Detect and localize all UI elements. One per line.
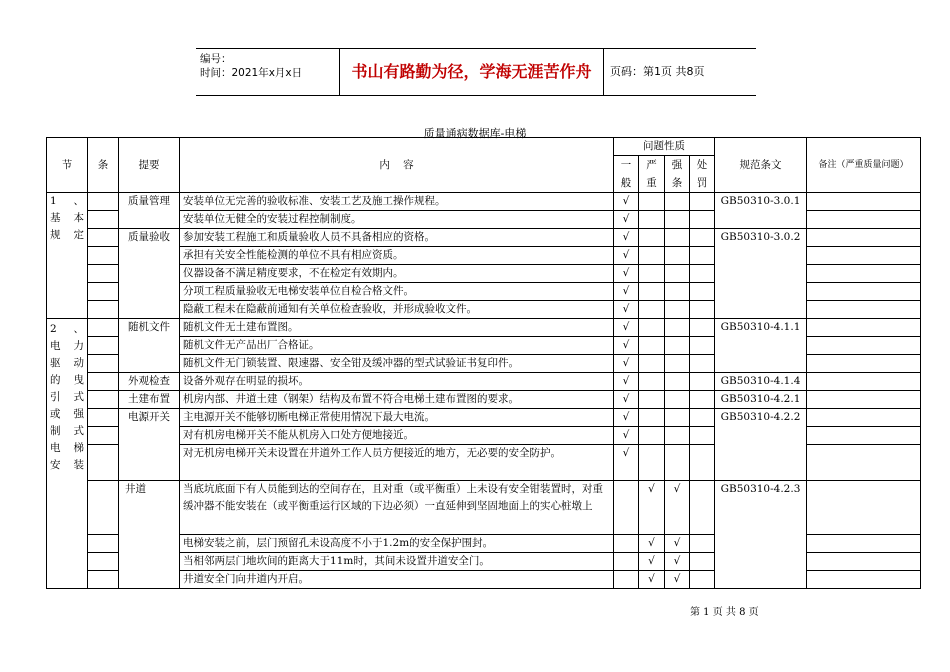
remark-cell: [807, 319, 921, 337]
penalty-cell: [690, 337, 715, 355]
clause-cell: [88, 265, 119, 283]
remark-cell: [807, 409, 921, 427]
header-code: 规范条文: [715, 138, 807, 193]
check-serious: √: [639, 481, 665, 535]
table-row: [47, 229, 921, 247]
subtopic-appearance: 外观检查: [119, 373, 180, 391]
table-row: [47, 481, 921, 535]
check-general: √: [614, 211, 639, 229]
mandatory-cell: [665, 283, 690, 301]
code-label: 编号：: [200, 53, 232, 65]
penalty-cell: [690, 481, 715, 535]
subtopic-power: 电源开关: [119, 409, 180, 481]
check-mandatory: √: [665, 571, 690, 589]
content-cell: 设备外观存在明显的损坏。: [180, 373, 614, 391]
penalty-cell: [690, 409, 715, 427]
penalty-cell: [690, 247, 715, 265]
clause-cell: [88, 283, 119, 301]
section-1-label: 1 、 基 本 规 定: [47, 193, 88, 319]
serious-cell: [639, 193, 665, 211]
general-cell: [614, 481, 639, 535]
penalty-cell: [690, 391, 715, 409]
remark-cell: [807, 373, 921, 391]
table-header-row: [47, 138, 921, 156]
content-cell: 随机文件无门锁装置、限速器、安全钳及缓冲器的型式试验证书复印件。: [180, 355, 614, 373]
code-423: GB50310-4.2.3: [715, 481, 807, 589]
content-cell: 分项工程质量验收无电梯安装单位自检合格文件。: [180, 283, 614, 301]
serious-cell: [639, 319, 665, 337]
remark-cell: [807, 391, 921, 409]
header-general: 一般: [614, 156, 639, 193]
mandatory-cell: [665, 355, 690, 373]
check-general: √: [614, 337, 639, 355]
check-general: √: [614, 283, 639, 301]
serious-cell: [639, 211, 665, 229]
penalty-cell: [690, 283, 715, 301]
clause-cell: [88, 211, 119, 229]
clause-cell: [88, 355, 119, 373]
check-serious: √: [639, 535, 665, 553]
mandatory-cell: [665, 337, 690, 355]
clause-cell: [88, 301, 119, 319]
mandatory-cell: [665, 211, 690, 229]
quality-table: [46, 137, 921, 589]
content-cell: 安装单位无完善的验收标准、安装工艺及施工操作规程。: [180, 193, 614, 211]
table-row: [47, 391, 921, 409]
header-penalty: 处罚: [690, 156, 715, 193]
page-footer: 第 1 页 共 8 页: [690, 607, 759, 618]
serious-cell: [639, 445, 665, 481]
clause-cell: [88, 445, 119, 481]
content-cell: 井道安全门向井道内开启。: [180, 571, 614, 589]
clause-cell: [88, 373, 119, 391]
penalty-cell: [690, 265, 715, 283]
remark-cell: [807, 553, 921, 571]
check-general: √: [614, 373, 639, 391]
penalty-cell: [690, 355, 715, 373]
clause-cell: [88, 319, 119, 337]
mandatory-cell: [665, 427, 690, 445]
serious-cell: [639, 301, 665, 319]
serious-cell: [639, 391, 665, 409]
check-general: √: [614, 265, 639, 283]
check-general: √: [614, 301, 639, 319]
content-cell: 对有机房电梯开关不能从机房入口处方便地接近。: [180, 427, 614, 445]
header-meta: [196, 49, 340, 95]
mandatory-cell: [665, 319, 690, 337]
serious-cell: [639, 247, 665, 265]
check-general: √: [614, 409, 639, 427]
mandatory-cell: [665, 301, 690, 319]
header-motto: 书山有路勤为径，学海无涯苦作舟: [340, 49, 604, 95]
penalty-cell: [690, 229, 715, 247]
check-mandatory: √: [665, 535, 690, 553]
content-cell: 参加安装工程施工和质量验收人员不具备相应的资格。: [180, 229, 614, 247]
check-general: √: [614, 427, 639, 445]
serious-cell: [639, 427, 665, 445]
time-label: 时间：2021年x月x日: [200, 67, 303, 79]
remark-cell: [807, 535, 921, 553]
penalty-cell: [690, 319, 715, 337]
content-cell: 安装单位无健全的安装过程控制制度。: [180, 211, 614, 229]
remark-cell: [807, 481, 921, 535]
subtopic-civil: 土建布置: [119, 391, 180, 409]
serious-cell: [639, 355, 665, 373]
clause-cell: [88, 247, 119, 265]
check-general: √: [614, 229, 639, 247]
table-row: [47, 373, 921, 391]
clause-cell: [88, 193, 119, 211]
subtopic-shaft: 井道: [119, 481, 180, 589]
remark-cell: [807, 265, 921, 283]
penalty-cell: [690, 427, 715, 445]
content-cell: 随机文件无土建布置图。: [180, 319, 614, 337]
check-mandatory: √: [665, 481, 690, 535]
check-general: √: [614, 319, 639, 337]
penalty-cell: [690, 373, 715, 391]
content-cell: 机房内部、井道土建（钢架）结构及布置不符合电梯土建布置图的要求。: [180, 391, 614, 409]
content-cell: 随机文件无产品出厂合格证。: [180, 337, 614, 355]
check-general: √: [614, 445, 639, 481]
general-cell: [614, 553, 639, 571]
header-mandatory: 强条: [665, 156, 690, 193]
clause-cell: [88, 553, 119, 571]
content-cell: 承担有关安全性能检测的单位不具有相应资质。: [180, 247, 614, 265]
check-mandatory: √: [665, 553, 690, 571]
clause-cell: [88, 535, 119, 553]
mandatory-cell: [665, 229, 690, 247]
serious-cell: [639, 283, 665, 301]
check-serious: √: [639, 553, 665, 571]
header-clause: 条: [88, 138, 119, 193]
clause-cell: [88, 337, 119, 355]
penalty-cell: [690, 301, 715, 319]
clause-cell: [88, 409, 119, 427]
general-cell: [614, 535, 639, 553]
clause-cell: [88, 481, 119, 535]
remark-cell: [807, 283, 921, 301]
section-2-label: 2 、 电 力 驱 动 的 曳 引 式 或 强 制 式 电 梯 安装: [47, 319, 88, 589]
penalty-cell: [690, 553, 715, 571]
header-remark: 备注（严重质量问题）: [807, 138, 921, 193]
code-302: GB50310-3.0.2: [715, 229, 807, 319]
serious-cell: [639, 265, 665, 283]
penalty-cell: [690, 445, 715, 481]
mandatory-cell: [665, 391, 690, 409]
remark-cell: [807, 229, 921, 247]
header-serious: 严重: [639, 156, 665, 193]
clause-cell: [88, 571, 119, 589]
mandatory-cell: [665, 265, 690, 283]
mandatory-cell: [665, 445, 690, 481]
penalty-cell: [690, 211, 715, 229]
remark-cell: [807, 211, 921, 229]
mandatory-cell: [665, 373, 690, 391]
document-header: [196, 48, 756, 96]
serious-cell: [639, 373, 665, 391]
mandatory-cell: [665, 193, 690, 211]
content-cell: 隐蔽工程未在隐蔽前通知有关单位检查验收，并形成验收文件。: [180, 301, 614, 319]
table-row: [47, 319, 921, 337]
page-title: 质量通病数据库-电梯: [423, 127, 527, 140]
header-page-label: 页码：第1页 共8页: [610, 65, 705, 78]
subtopic-random-docs: 随机文件: [119, 319, 180, 373]
penalty-cell: [690, 571, 715, 589]
subtopic-quality-mgmt: 质量管理: [119, 193, 180, 229]
header-content: 内 容: [180, 138, 614, 193]
subtopic-quality-acc: 质量验收: [119, 229, 180, 319]
penalty-cell: [690, 535, 715, 553]
code-414: GB50310-4.1.4: [715, 373, 807, 391]
penalty-cell: [690, 193, 715, 211]
check-general: √: [614, 391, 639, 409]
general-cell: [614, 571, 639, 589]
check-general: √: [614, 355, 639, 373]
mandatory-cell: [665, 247, 690, 265]
remark-cell: [807, 427, 921, 445]
serious-cell: [639, 409, 665, 427]
table-row: [47, 409, 921, 427]
table-row: [47, 193, 921, 211]
content-cell: 当相邻两层门地坎间的距离大于11m时，其间未设置井道安全门。: [180, 553, 614, 571]
serious-cell: [639, 229, 665, 247]
remark-cell: [807, 301, 921, 319]
check-serious: √: [639, 571, 665, 589]
check-general: √: [614, 193, 639, 211]
content-cell: 电梯安装之前，层门预留孔未设高度不小于1.2m的安全保护围封。: [180, 535, 614, 553]
check-general: √: [614, 247, 639, 265]
remark-cell: [807, 337, 921, 355]
clause-cell: [88, 391, 119, 409]
mandatory-cell: [665, 409, 690, 427]
remark-cell: [807, 355, 921, 373]
remark-cell: [807, 247, 921, 265]
content-cell: 主电源开关不能够切断电梯正常使用情况下最大电流。: [180, 409, 614, 427]
header-section: 节: [47, 138, 88, 193]
clause-cell: [88, 427, 119, 445]
code-422: GB50310-4.2.2: [715, 409, 807, 481]
clause-cell: [88, 229, 119, 247]
serious-cell: [639, 337, 665, 355]
header-summary: 提要: [119, 138, 180, 193]
content-cell: 当底坑底面下有人员能到达的空间存在，且对重（或平衡重）上未设有安全钳装置时，对重缓冲器不能安装在（或平衡重运行区域的下边必须）一直延伸到坚固地面上的实心桩墩上: [180, 481, 614, 535]
code-301: GB50310-3.0.1: [715, 193, 807, 229]
code-411: GB50310-4.1.1: [715, 319, 807, 373]
remark-cell: [807, 571, 921, 589]
content-cell: 仪器设备不满足精度要求，不在检定有效期内。: [180, 265, 614, 283]
remark-cell: [807, 445, 921, 481]
content-cell: 对无机房电梯开关未设置在井道外工作人员方便接近的地方，无必要的安全防护。: [180, 445, 614, 481]
code-421: GB50310-4.2.1: [715, 391, 807, 409]
header-nature: 问题性质: [614, 138, 715, 156]
remark-cell: [807, 193, 921, 211]
